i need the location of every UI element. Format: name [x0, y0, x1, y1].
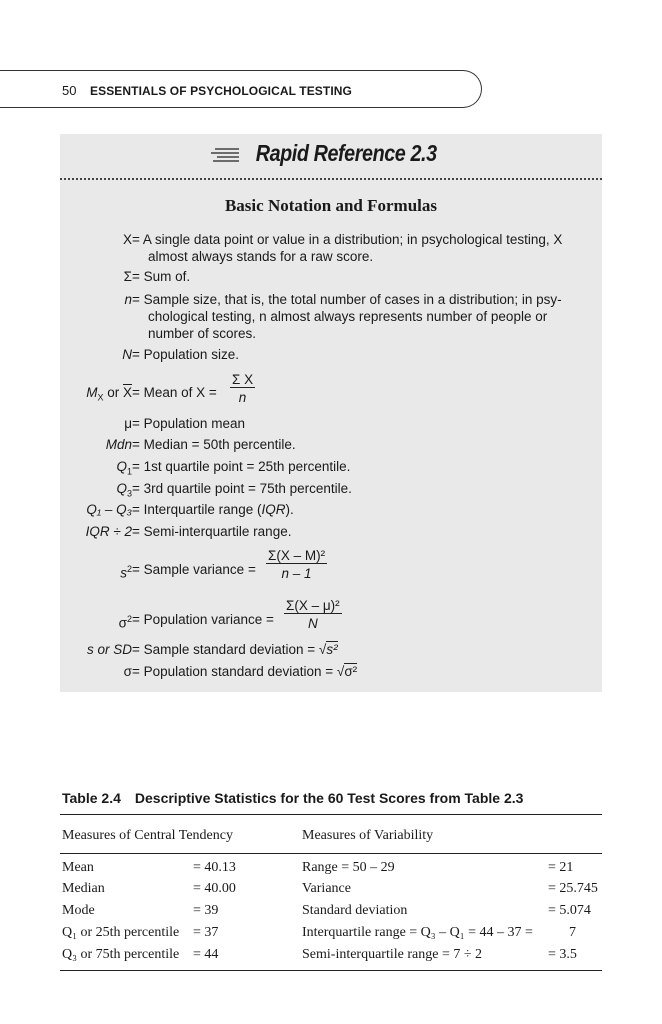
table-header-rule [60, 853, 602, 854]
table-row: Median [62, 881, 105, 896]
table-row: Interquartile range = Q₃ – Q₁ = 44 – 37 = [302, 925, 533, 940]
table-label: Table 2.4 [62, 790, 121, 806]
table-cell: = 5.074 [548, 903, 591, 918]
population-variance-fraction: $\frac{\text{Σ(X – μ)²}}{N}$ [286, 598, 340, 631]
speed-lines-icon [211, 146, 239, 162]
table-cell: = 25.745 [548, 881, 598, 896]
running-header [0, 70, 482, 108]
table-cell: = 21 [548, 860, 574, 875]
table-row: Variance [302, 881, 351, 896]
table-cell: = 40.00 [193, 881, 236, 896]
column-header-central: Measures of Central Tendency [62, 828, 233, 843]
mean-fraction: $\frac{\text{Σ X}}{n}$ [232, 372, 254, 405]
rapid-reference-box: Rapid Reference 2.3 Basic Notation and Formulas X = A single data point or value in a distribution; in psychological testing, X almost always stands for a raw score. Σ = Sum of. n = Sample size, that is, the total number of cases in a distribution; in psy- chological testing, n almost always represents number of people or number of scores. N = Population size. $M_X$ or $\overline{X}$ = Mean of X = $\frac{\text{Σ X}}{n}$ μ = Population mean Mdn = Median = 50th percentile. $Q_1$ = 1st quartile point = 25th percentile. $Q_3$ = 3rd quartile point = 75th percentile. Q₁ – Q₃ = Interquartile range (IQR). IQR ÷ 2 = Semi-interquartile range. $s^2$ = Sample variance = $\frac{\text{Σ(X – M)²}}{n - 1}$ $\sigma^2$ = Population variance = $\frac{\text{Σ(X – μ)²}}{N}$ s or SD = Sample standard deviation = √s² σ = Population standard deviation = √σ² [60, 134, 602, 692]
running-title: ESSENTIALS OF PSYCHOLOGICAL TESTING [90, 84, 352, 98]
rapid-reference-heading [60, 140, 602, 167]
table-row: Range = 50 – 29 [302, 860, 395, 875]
rapid-reference-title: Rapid Reference 2.3 [255, 140, 437, 166]
table-cell: = 44 [193, 947, 219, 962]
table-cell: = 37 [193, 925, 219, 940]
table-cell: = 3.5 [548, 947, 577, 962]
table-cell: = 39 [193, 903, 219, 918]
table-row: Standard deviation [302, 903, 408, 918]
rapid-reference-subtitle: Basic Notation and Formulas [224, 196, 438, 215]
table-top-rule [60, 814, 602, 815]
table-row: Q₁ or 25th percentile [62, 925, 180, 940]
dotted-divider [60, 178, 602, 180]
table-title: Descriptive Statistics for the 60 Test Scores from Table 2.3 [134, 790, 524, 806]
page-number: 50 [62, 83, 77, 98]
table-row: Mode [62, 903, 95, 918]
table-row: Mean [62, 860, 94, 875]
table-cell: 7 [569, 925, 576, 940]
column-header-variability: Measures of Variability [302, 828, 434, 843]
sqrt-symbol: √ [336, 664, 345, 679]
sample-variance-fraction: $\frac{\text{Σ(X – M)²}}{n - 1}$ [268, 548, 326, 581]
sqrt-symbol: √ [318, 642, 327, 657]
table-row: Q₃ or 75th percentile [62, 947, 180, 962]
table-cell: = 40.13 [193, 860, 236, 875]
table-row: Semi-interquartile range = 7 ÷ 2 [302, 947, 483, 962]
table-caption [62, 790, 523, 806]
table-bottom-rule [60, 970, 602, 971]
